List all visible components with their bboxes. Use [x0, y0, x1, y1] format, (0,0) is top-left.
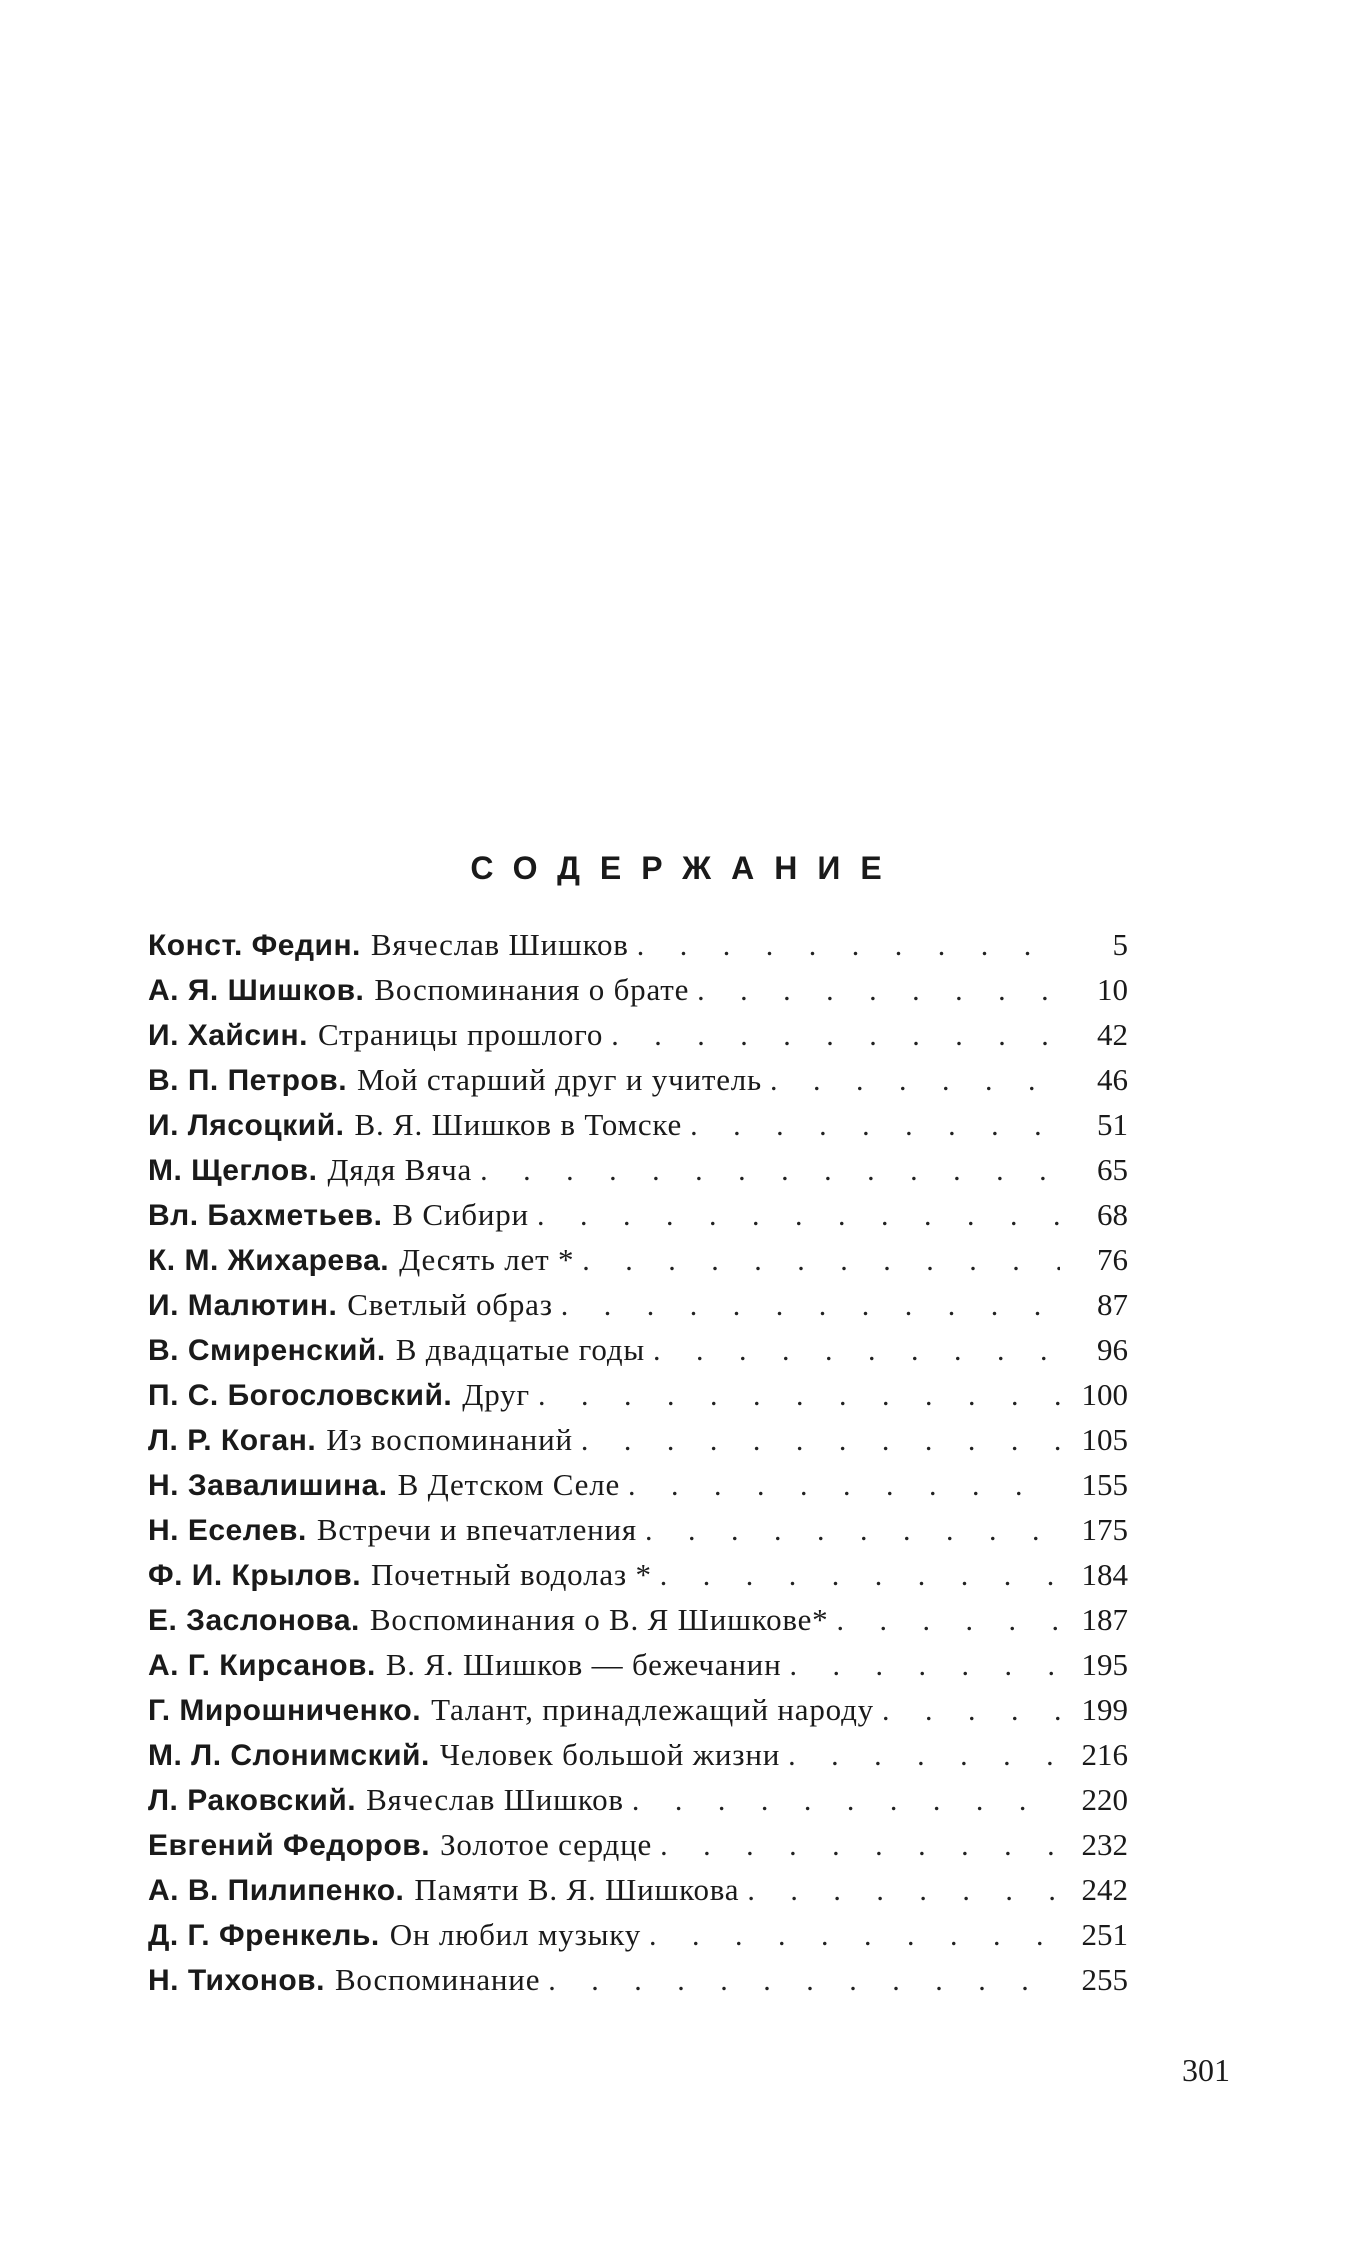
toc-author: И. Хайсин.: [148, 1019, 308, 1052]
page-title: СОДЕРЖАНИЕ: [470, 850, 902, 886]
dot-leader: [645, 1508, 1060, 1553]
toc-entry: [148, 1597, 1128, 1642]
toc-title: В. Я. Шишков — бежечанин: [385, 1647, 782, 1682]
toc-entry: [148, 1552, 1128, 1597]
toc-entry: [148, 1507, 1128, 1552]
toc-page-number: 155: [1081, 1467, 1128, 1502]
toc-page-number: 51: [1097, 1107, 1128, 1142]
toc-entry: [148, 1732, 1128, 1777]
toc-title: Золотое сердце: [440, 1827, 653, 1862]
toc-page-number: 46: [1097, 1062, 1128, 1097]
toc-page-number: 42: [1097, 1017, 1128, 1052]
dot-leader: [747, 1868, 1060, 1913]
toc-author: Л. Раковский.: [148, 1784, 357, 1817]
toc-entry: [148, 1237, 1128, 1282]
dot-leader: [789, 1643, 1060, 1688]
dot-leader: [770, 1058, 1060, 1103]
toc-author: В. Смиренский.: [148, 1334, 386, 1367]
toc-author: А. В. Пилипенко.: [148, 1874, 405, 1907]
dot-leader: [537, 1193, 1060, 1238]
toc-entry: [148, 1462, 1128, 1507]
page-number: 301: [1182, 2052, 1230, 2088]
toc-title: Воспоминание: [334, 1962, 541, 1997]
toc-page-number: 10: [1097, 972, 1128, 1007]
toc-entry: [148, 1687, 1128, 1732]
toc-author: И. Малютин.: [148, 1289, 338, 1322]
toc-page-number: 195: [1081, 1647, 1128, 1682]
toc-title: Почетный водолаз *: [371, 1557, 652, 1592]
toc-page-number: 87: [1097, 1287, 1128, 1322]
dot-leader: [660, 1553, 1060, 1598]
dot-leader: [611, 1013, 1060, 1058]
toc-entry: [148, 1147, 1128, 1192]
toc-title: Десять лет *: [399, 1242, 575, 1277]
toc-title: Дядя Вяча: [327, 1152, 473, 1187]
toc-author: И. Лясоцкий.: [148, 1109, 345, 1142]
dot-leader: [581, 1418, 1060, 1463]
dot-leader: [882, 1688, 1060, 1733]
toc-title: В. Я. Шишков в Томске: [354, 1107, 683, 1142]
toc-title: Человек большой жизни: [439, 1737, 781, 1772]
toc-page-number: 175: [1081, 1512, 1128, 1547]
toc-page-number: 5: [1112, 927, 1128, 962]
toc-page-number: 76: [1097, 1242, 1128, 1277]
toc-title: В Детском Селе: [397, 1467, 621, 1502]
toc-entry: [148, 922, 1128, 967]
dot-leader: [637, 923, 1060, 968]
toc-author: Н. Завалишина.: [148, 1469, 388, 1502]
toc-entry: [148, 1957, 1128, 2002]
toc-title: Воспоминания о В. Я Шишкове*: [369, 1602, 829, 1637]
toc-title: Друг: [462, 1377, 530, 1412]
dot-leader: [649, 1913, 1060, 1958]
toc-page-number: 105: [1081, 1422, 1128, 1457]
toc-page-number: 68: [1097, 1197, 1128, 1232]
toc-title: Вячеслав Шишков: [366, 1782, 624, 1817]
toc-entry: [148, 1327, 1128, 1372]
toc-page-number: 65: [1097, 1152, 1128, 1187]
dot-leader: [628, 1463, 1060, 1508]
dot-leader: [632, 1778, 1060, 1823]
toc-title: Мой старший друг и учитель: [357, 1062, 762, 1097]
dot-leader: [697, 968, 1060, 1013]
toc-author: А. Я. Шишков.: [148, 974, 365, 1007]
toc-page-number: 242: [1081, 1872, 1128, 1907]
toc-entry: [148, 1417, 1128, 1462]
toc-author: Н. Тихонов.: [148, 1964, 325, 1997]
toc-page-number: 184: [1081, 1557, 1128, 1592]
dot-leader: [788, 1733, 1060, 1778]
toc-author: А. Г. Кирсанов.: [148, 1649, 376, 1682]
toc-author: Евгений Федоров.: [148, 1829, 431, 1862]
dot-leader: [690, 1103, 1060, 1148]
toc-entry: [148, 967, 1128, 1012]
toc-author: Конст. Федин.: [148, 929, 361, 962]
toc-page-number: 187: [1081, 1602, 1128, 1637]
toc-author: В. П. Петров.: [148, 1064, 348, 1097]
dot-leader: [660, 1823, 1060, 1868]
toc-entry: [148, 1192, 1128, 1237]
toc-entry: [148, 1057, 1128, 1102]
toc-title: Он любил музыку: [389, 1917, 642, 1952]
toc-author: Г. Мирошниченко.: [148, 1694, 422, 1727]
toc-page-number: 96: [1097, 1332, 1128, 1367]
toc-author: Вл. Бахметьев.: [148, 1199, 383, 1232]
dot-leader: [561, 1283, 1060, 1328]
toc-page-number: 216: [1081, 1737, 1128, 1772]
dot-leader: [653, 1328, 1060, 1373]
toc-title: Воспоминания о брате: [374, 972, 690, 1007]
table-of-contents: [148, 922, 1128, 2002]
toc-entry: [148, 1642, 1128, 1687]
toc-author: М. Л. Слонимский.: [148, 1739, 430, 1772]
toc-entry: [148, 1777, 1128, 1822]
toc-title: Страницы прошлого: [317, 1017, 604, 1052]
toc-title: Вячеслав Шишков: [370, 927, 629, 962]
dot-leader: [836, 1598, 1060, 1643]
toc-entry: [148, 1282, 1128, 1327]
dot-leader: [538, 1373, 1060, 1418]
toc-author: П. С. Богословский.: [148, 1379, 453, 1412]
toc-page-number: 100: [1081, 1377, 1128, 1412]
toc-title: Из воспоминаний: [326, 1422, 573, 1457]
toc-author: Н. Еселев.: [148, 1514, 307, 1547]
toc-entry: [148, 1012, 1128, 1057]
toc-title: Встречи и впечатления: [316, 1512, 637, 1547]
toc-author: Ф. И. Крылов.: [148, 1559, 362, 1592]
toc-page-number: 232: [1081, 1827, 1128, 1862]
toc-title: В двадцатые годы: [395, 1332, 646, 1367]
toc-entry: [148, 1372, 1128, 1417]
toc-entry: [148, 1822, 1128, 1867]
toc-author: Л. Р. Коган.: [148, 1424, 317, 1457]
toc-entry: [148, 1912, 1128, 1957]
toc-author: К. М. Жихарева.: [148, 1244, 390, 1277]
toc-entry: [148, 1102, 1128, 1147]
toc-title: Памяти В. Я. Шишкова: [414, 1872, 740, 1907]
toc-page-number: 199: [1081, 1692, 1128, 1727]
toc-page-number: 251: [1081, 1917, 1128, 1952]
toc-title: Талант, принадлежащий народу: [431, 1692, 874, 1727]
toc-entry: [148, 1867, 1128, 1912]
toc-title: В Сибири: [392, 1197, 529, 1232]
toc-author: Е. Заслонова.: [148, 1604, 360, 1637]
toc-author: Д. Г. Френкель.: [148, 1919, 380, 1952]
toc-title: Светлый образ: [347, 1287, 553, 1322]
toc-page-number: 220: [1081, 1782, 1128, 1817]
toc-page-number: 255: [1081, 1962, 1128, 1997]
dot-leader: [582, 1238, 1060, 1283]
dot-leader: [480, 1148, 1060, 1193]
dot-leader: [548, 1958, 1060, 2003]
toc-author: М. Щеглов.: [148, 1154, 318, 1187]
